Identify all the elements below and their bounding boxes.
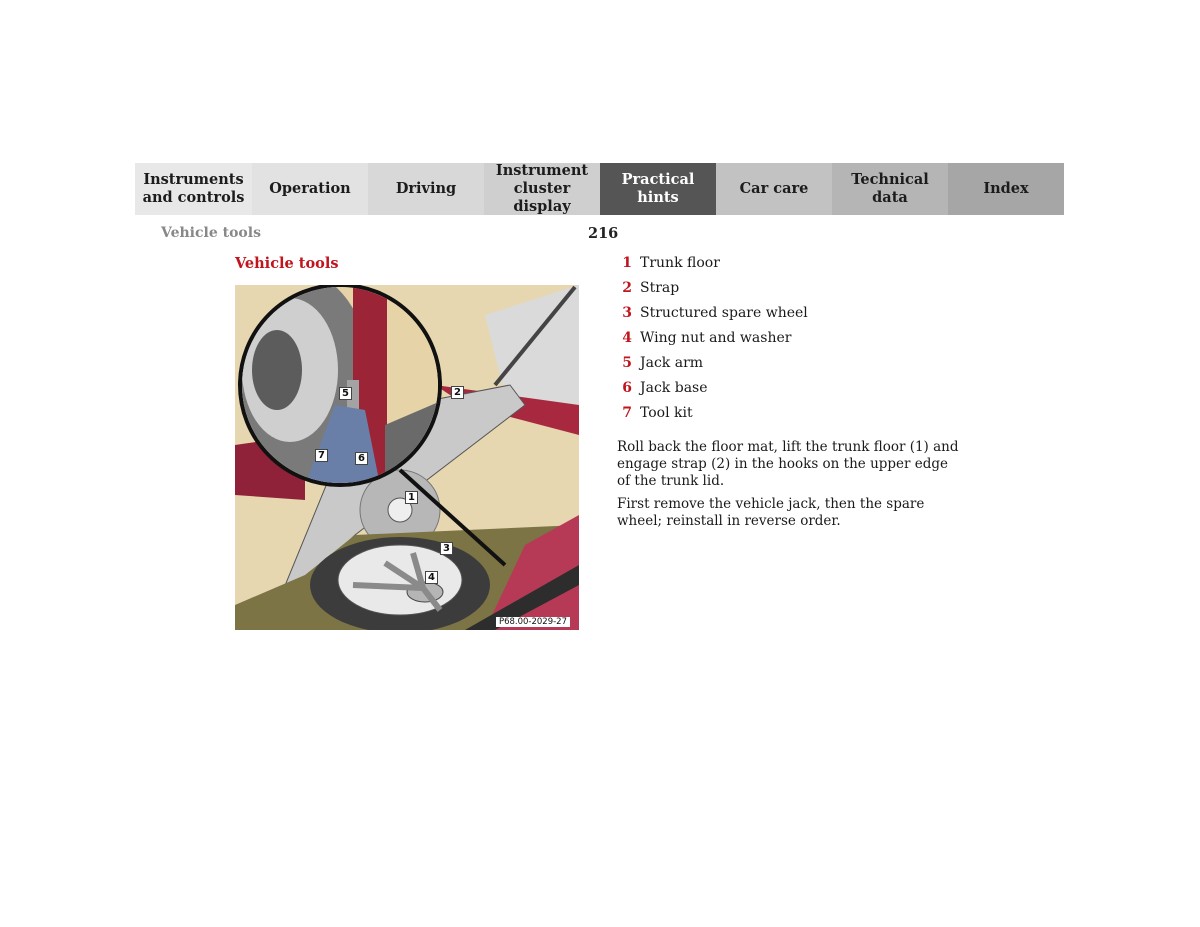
tab-driving[interactable]: Driving [368,163,484,215]
running-section-title: Vehicle tools [161,225,261,241]
page-number: 216 [588,225,619,242]
callout-4: 4 [425,571,438,584]
tab-technical-data[interactable]: Technical data [832,163,948,215]
legend-number: 7 [622,405,632,421]
instruction-paragraph: Roll back the floor mat, lift the trunk floor (1) and engage strap (2) in the hooks on the upper edge of the trunk lid. [617,439,959,489]
legend-number: 5 [622,355,632,371]
tab-practical-hints[interactable]: Practical hints [600,163,716,215]
legend-text: Jack base [640,380,708,396]
legend-item [618,305,808,330]
trunk-illustration-svg [235,285,579,630]
legend-number: 6 [622,380,632,396]
legend-text: Wing nut and washer [640,330,792,346]
callout-3: 3 [440,542,453,555]
legend-item [618,405,808,430]
legend-item [618,330,808,355]
callout-7: 7 [315,449,328,462]
legend-item [618,380,808,405]
legend-text: Jack arm [640,355,704,371]
figure-code: P68.00-2029-27 [496,617,570,627]
legend-text: Tool kit [640,405,693,421]
callout-6: 6 [355,452,368,465]
tab-car-care[interactable]: Car care [716,163,832,215]
legend-number: 2 [622,280,632,296]
instruction-paragraph: First remove the vehicle jack, then the spare wheel; reinstall in reverse order. [617,496,925,529]
legend-item [618,280,808,305]
legend-text: Trunk floor [640,255,720,271]
tab-instruments-and-controls[interactable]: Instruments and controls [135,163,252,215]
chapter-tab-bar [135,163,1064,215]
legend-number: 4 [622,330,632,346]
callout-2: 2 [451,386,464,399]
legend-text: Strap [640,280,680,296]
section-heading: Vehicle tools [235,255,339,272]
legend-number: 1 [622,255,632,271]
tab-index[interactable]: Index [948,163,1064,215]
vehicle-tools-illustration [235,285,579,630]
legend-item [618,355,808,380]
legend-text: Structured spare wheel [640,305,808,321]
parts-legend [618,255,808,430]
tab-operation[interactable]: Operation [252,163,368,215]
tab-instrument-cluster-display[interactable]: Instrument cluster display [484,163,600,215]
callout-5: 5 [339,387,352,400]
legend-number: 3 [622,305,632,321]
legend-item [618,255,808,280]
callout-1: 1 [405,491,418,504]
